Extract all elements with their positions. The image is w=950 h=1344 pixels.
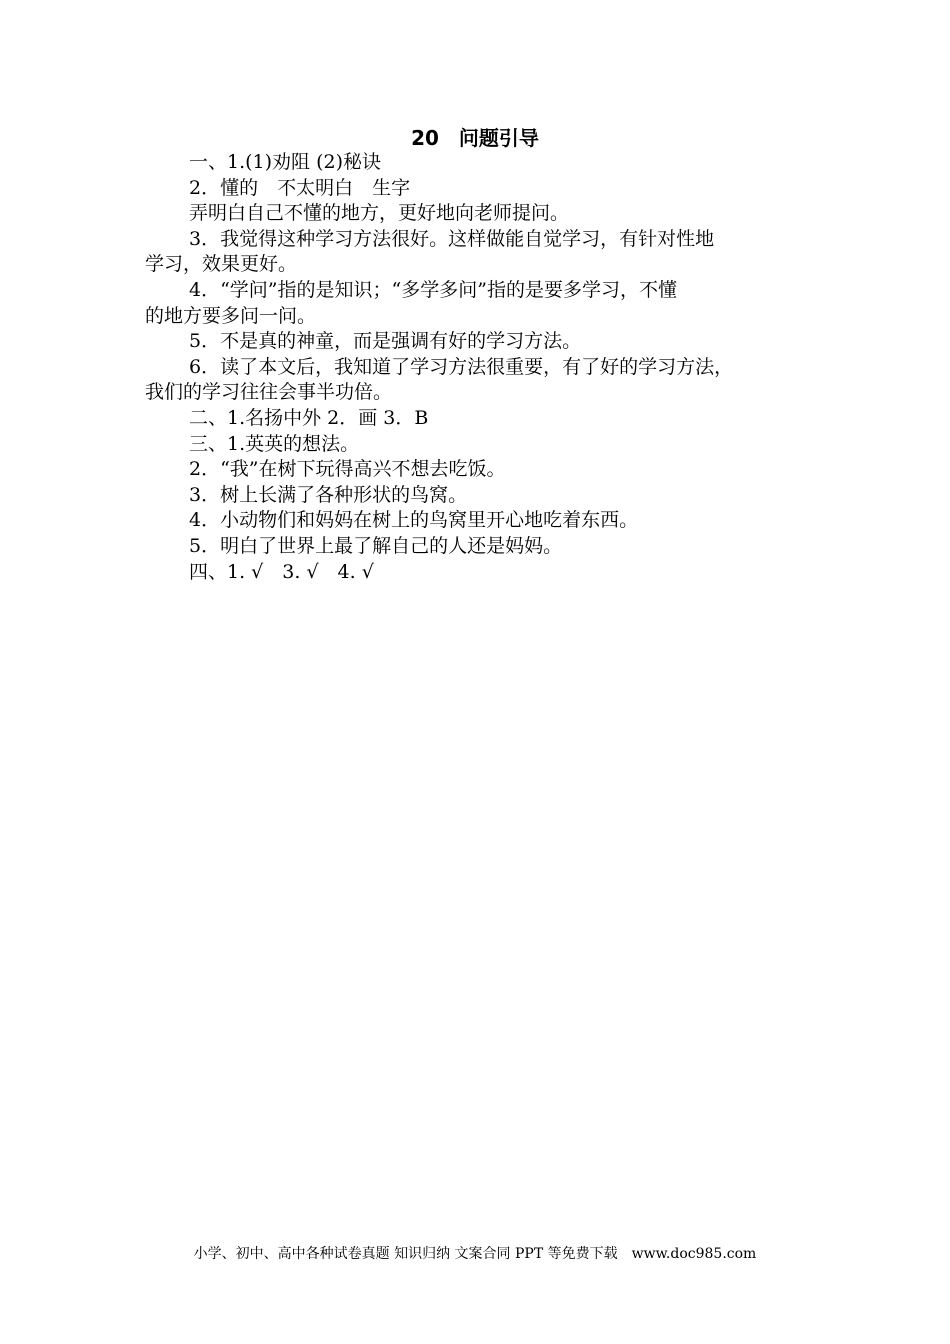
answer-line: 弄明白自己不懂的地方，更好地向老师提问。	[189, 202, 570, 225]
answer-body	[145, 150, 825, 585]
answer-line: 3．我觉得这种学习方法很好。这样做能自觉学习，有针对性地	[189, 227, 715, 250]
answer-line: 三、1.英英的想法。	[189, 432, 360, 455]
answer-line: 4．小动物们和妈妈在树上的鸟窝里开心地吃着东西。	[189, 509, 639, 532]
answer-line: 2．懂的 不太明白 生字	[189, 176, 411, 199]
page-title: 20 问题引导	[411, 126, 539, 150]
answer-line: 的地方要多问一问。	[145, 304, 317, 327]
answer-line: 一、1.(1)劝阻 (2)秘诀	[189, 151, 381, 173]
answer-line: 5．明白了世界上最了解自己的人还是妈妈。	[189, 534, 563, 557]
footer-text: 小学、初中、高中各种试卷真题 知识归纳 文案合同 PPT 等免费下载 www.doc985.com	[193, 1246, 757, 1262]
answer-line: 6．读了本文后，我知道了学习方法很重要，有了好的学习方法，	[189, 355, 734, 378]
answer-line: 二、1.名扬中外 2．画 3．B	[189, 406, 429, 429]
answer-line: 学习，效果更好。	[145, 253, 298, 276]
answer-line: 4．“学问”指的是知识；“多学多问”指的是要多学习，不懂	[189, 278, 677, 301]
answer-line: 我们的学习往往会事半功倍。	[145, 381, 393, 404]
answer-line: 5．不是真的神童，而是强调有好的学习方法。	[189, 330, 582, 353]
answer-line: 3．树上长满了各种形状的鸟窝。	[189, 483, 468, 506]
answer-line: 四、1. √ 3. √ 4. √	[189, 560, 374, 583]
answer-line: 2．“我”在树下玩得高兴不想去吃饭。	[189, 458, 506, 481]
